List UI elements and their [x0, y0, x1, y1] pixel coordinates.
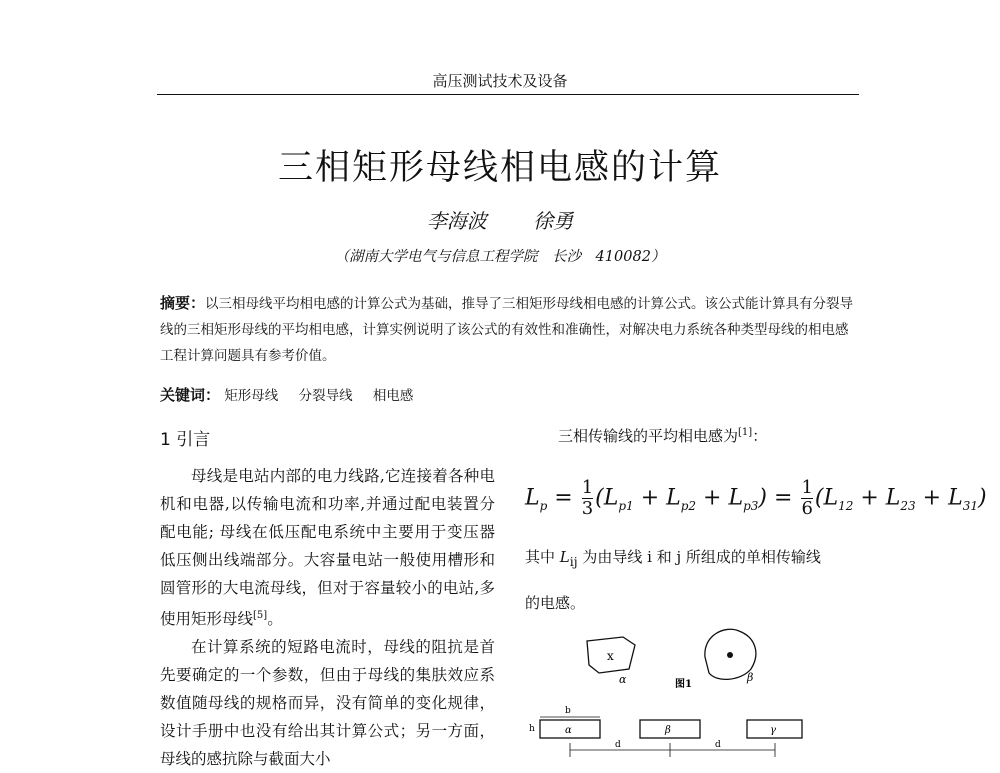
- keyword: 分裂导线: [298, 388, 353, 404]
- formula-intro: 三相传输线的平均相电感为[1]：: [558, 427, 768, 445]
- author-affiliation: （湖南大学电气与信息工程学院 长沙 410082）: [334, 249, 666, 265]
- figure-caption: 图1: [675, 679, 692, 690]
- keywords-label: 关键词：: [160, 386, 221, 404]
- fraction: $\frac{1}{3}$: [581, 477, 594, 519]
- fraction: $\frac{1}{6}$: [801, 477, 813, 519]
- citation: [1]: [738, 427, 753, 438]
- abstract-label: 摘要：: [160, 294, 206, 312]
- abstract: [160, 290, 860, 369]
- formula-explanation: 其中 $L_{ij}$ 为由导线 i 和 j 所组成的单相传输线: [525, 548, 821, 569]
- inductance-formula: $L_p$ = $\frac{1}{3}$ $(L_{p1} + L_{p2} + L_{p3})$ = $\frac{1}{6}$ $(L_{12} + L_{23} + L_{31})$: [525, 477, 987, 519]
- label-d: d: [715, 740, 721, 750]
- keyword: 矩形母线: [224, 388, 279, 404]
- label-alpha: α: [619, 673, 627, 686]
- label-beta: β: [747, 671, 754, 684]
- paragraph: 母线是电站内部的电力线路,它连接着各种电机和电器,以传输电流和功率,并通过配电装置分配电能; 母线在低压配电系统中主要用于变压器低压侧出线端部分。大容量电站一般使用槽形和圆管形的大电流母线，但对于容量较小的电站,多使用矩形母线[5]。: [160, 467, 495, 629]
- label-beta-bar: β: [665, 725, 671, 736]
- conductor-beta-point: [727, 652, 733, 658]
- section-heading-introduction: 1 引言: [160, 430, 211, 450]
- paragraph: 在计算系统的短路电流时，母线的阻抗是首先要确定的一个参数，但由于母线的集肤效应系数值随母线的规格而异，没有简单的变化规律，设计手册中也没有给出其计算公式；另一方面，母线的感抗除与截面大小: [160, 638, 495, 769]
- label-x: x: [607, 649, 614, 663]
- label-alpha-bar: α: [565, 725, 572, 736]
- paper-authors: 李海波 徐勇: [426, 209, 574, 233]
- header-rule: [157, 94, 859, 95]
- keywords: [160, 384, 429, 405]
- label-d: d: [615, 740, 621, 750]
- label-gamma-bar: γ: [770, 725, 776, 736]
- label-h: h: [529, 724, 535, 734]
- abstract-text: 以三相母线平均相电感的计算公式为基础，推导了三相矩形母线相电感的计算公式。该公式能计算具有分裂导线的三相矩形母线的平均相电感，计算实例说明了该公式的有效性和准确性，对解决电力系统各种类型母线的相电感工程计算问题具有参考价值。: [160, 296, 854, 364]
- keyword: 相电感: [372, 388, 414, 404]
- citation: [5]: [253, 610, 268, 621]
- figure-1: [525, 625, 855, 760]
- journal-header: 高压测试技术及设备: [432, 72, 568, 90]
- left-column-body: [160, 462, 495, 773]
- paper-title: 三相矩形母线相电感的计算: [277, 148, 722, 188]
- formula-explanation-line2: 的电感。: [525, 594, 586, 612]
- label-b: b: [565, 706, 571, 716]
